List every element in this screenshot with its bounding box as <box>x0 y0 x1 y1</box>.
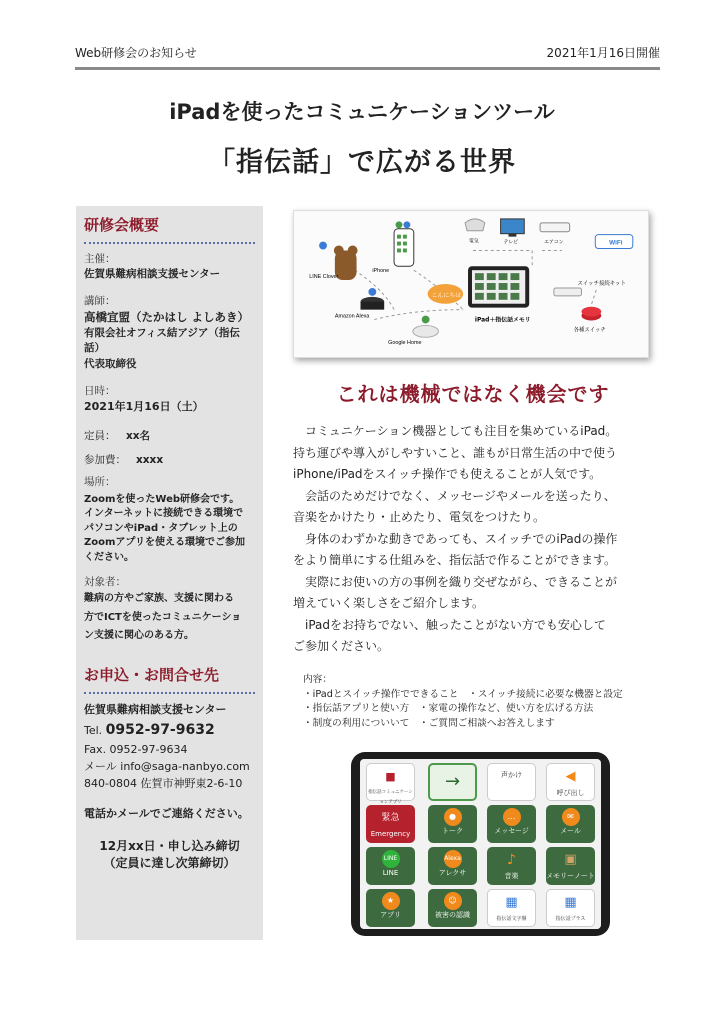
arrow-tile[interactable] <box>428 763 477 801</box>
contents-label: 内容： <box>303 674 333 685</box>
contents-line: ・iPadとスイッチ操作でできること ・スイッチ接続に必要な機器と設定 <box>303 688 623 700</box>
contact-heading: お申込・お問合せ先 <box>84 656 255 694</box>
main-heading: これは機械ではなく機会です <box>336 382 610 406</box>
diagram-label: 電気 <box>469 238 479 245</box>
header-date: 2021年1月16日開催 <box>546 46 660 60</box>
talk-tile[interactable] <box>428 805 477 843</box>
paragraph-line: iPadをお持ちでない、触ったことがない方でも安心して <box>293 617 606 632</box>
paragraph-line: コミュニケーション機器としても注目を集めているiPad。 <box>293 424 618 438</box>
lecturer-name: 高橋宜盟（たかはし よしあき） <box>84 310 250 325</box>
app-logo-icon: ▦ <box>505 895 518 910</box>
contact-tel <box>84 720 255 740</box>
capacity-value: xx名 <box>126 429 151 442</box>
deadline: 12月xx日・申し込み締切 <box>99 838 240 853</box>
paragraph-line: 音楽をかけたり・止めたり、電気をつけたり。 <box>293 510 546 524</box>
tile-label: 指伝話文字盤 <box>496 916 527 922</box>
target-line: 方でICTを使ったコミュニケーショ <box>84 611 242 623</box>
contents-line: ・指伝話アプリと使い方 ・家電の操作など、使い方を広げる方法 <box>303 703 594 714</box>
emergency-icon: 緊急 <box>381 813 400 823</box>
call-tile[interactable] <box>546 763 595 801</box>
person-icon: ☺ <box>444 892 462 910</box>
alexa-tile[interactable] <box>428 847 477 885</box>
deadline-note: （定員に達し次第締切） <box>103 856 236 871</box>
paragraph-line: 増えていく楽しさをご紹介します。 <box>293 596 485 610</box>
contents-line: ・制度の利用についいて ・ご質問ご相談へお答えします <box>303 717 555 729</box>
awareness-tile[interactable] <box>428 889 477 927</box>
tile-label: 呼び出し <box>556 789 585 797</box>
fee-value: xxxx <box>136 454 164 467</box>
app-logo-icon: ▦ <box>564 895 577 910</box>
tile-label: アレクサ <box>438 869 467 877</box>
place-line: Zoomを使ったWeb研修会です。 <box>84 493 240 505</box>
tile-label: 指伝話コミュニケーションアプリ <box>368 790 413 805</box>
tile-label: 音楽 <box>504 872 519 880</box>
google-home-icon <box>413 316 439 338</box>
diagram-label: Google Home <box>388 340 422 347</box>
contact-fax: Fax. 0952-97-9634 <box>84 742 188 756</box>
organizer: 佐賀県難病相談支援センター <box>84 267 221 280</box>
app-logo-tile[interactable] <box>366 763 415 805</box>
place-description <box>84 493 255 566</box>
place-label: 場所： <box>84 476 116 489</box>
tile-label: メール <box>560 827 581 835</box>
paragraph-line: 実際にお使いの方の事例を織り交ぜながら、できることが <box>293 574 618 589</box>
paragraph-line: iPhone/iPadをスイッチ操作でも使えることが人気です。 <box>293 467 602 481</box>
contact-mail[interactable]: メール info@saga-nanbyo.com <box>84 759 250 773</box>
organizer-label: 主催： <box>84 252 116 265</box>
header-bar <box>75 40 660 70</box>
lecturer-org-2: 代表取締役 <box>84 357 137 370</box>
tile-label: メモリーノート <box>546 872 595 880</box>
target-line: 難病の方やご家族、支援に関わる <box>84 593 234 605</box>
arrow-right-icon: → <box>444 771 461 792</box>
main-paragraph <box>293 421 653 658</box>
device-diagram <box>293 210 649 358</box>
music-note-icon: ♪ <box>507 852 516 868</box>
ipad-screenshot <box>351 752 610 936</box>
diagram-label: LINE Clover <box>309 274 339 281</box>
star-icon: ★ <box>382 892 400 910</box>
speech-icon: ● <box>444 808 462 826</box>
ipad-screen <box>360 759 601 929</box>
switch-button-icon <box>581 307 601 321</box>
letter-board-tile[interactable] <box>487 889 536 927</box>
target-label: 対象者： <box>84 576 126 589</box>
lecturer-org-1: 有限会社オフィス結アジア（指伝話） <box>84 327 240 355</box>
speech-bubble-text: こんにちは <box>431 292 462 299</box>
paragraph-line: 持ち運びや導入がしやすいこと、誰もが日常生活の中で使う <box>293 445 618 460</box>
fee-label: 参加費： <box>84 454 126 467</box>
sidebar <box>76 206 263 940</box>
diagram-label: iPad＋指伝話メモリ <box>474 317 531 324</box>
memory-note-tile[interactable] <box>546 847 595 885</box>
place-line: ください。 <box>84 551 134 563</box>
diagram-label: 各種スイッチ <box>573 327 606 334</box>
tile-label: Emergency <box>370 830 411 838</box>
tile-label: トーク <box>442 827 463 835</box>
line-icon: LINE <box>382 850 400 868</box>
aircon-icon <box>540 223 570 232</box>
diagram-label: Amazon Alexa <box>334 313 370 320</box>
contact-org: 佐賀県難病相談支援センター <box>84 702 227 716</box>
capacity-label: 定員： <box>84 429 116 442</box>
device-diagram-svg <box>294 211 648 357</box>
contact-address: 840-0804 佐賀市神野東2-6-10 <box>84 776 243 790</box>
iphone-icon <box>394 221 414 266</box>
megaphone-icon: ◀ <box>565 769 576 784</box>
overview-heading: 研修会概要 <box>84 206 255 244</box>
place-line: インターネットに接続できる環境で <box>84 508 244 520</box>
target-line: ン支援に関心のある方。 <box>84 630 194 642</box>
line-tile[interactable] <box>366 847 415 885</box>
app-logo-icon: ■ <box>385 770 396 783</box>
message-icon: … <box>503 808 521 826</box>
ipad-device-icon <box>468 266 529 307</box>
music-tile[interactable] <box>487 847 536 885</box>
diagram-label: エアコン <box>544 239 564 246</box>
diagram-label: テレビ <box>503 239 519 246</box>
emergency-tile[interactable] <box>366 805 415 843</box>
tile-label: アプリ <box>380 911 401 919</box>
contact-note: 電話かメールでご連絡ください。 <box>84 806 249 820</box>
tel-number[interactable]: 0952-97-9632 <box>105 722 215 739</box>
paragraph-line: ご参加ください。 <box>293 639 390 653</box>
fee-row <box>84 453 255 468</box>
message-tile[interactable] <box>487 805 536 843</box>
place-line: パソコンやiPad・タブレット上の <box>84 522 238 534</box>
diagram-label: iPhone <box>372 268 390 275</box>
paragraph-line: 会話のためだけでなく、メッセージやメールを送ったり、 <box>293 488 616 503</box>
title-line-2: 「指伝話」で広がる世界 <box>208 147 516 178</box>
capacity-row <box>84 429 255 444</box>
diagram-label: スイッチ接続キット <box>577 280 626 287</box>
place-line: Zoomアプリを使える環境でご参加 <box>84 537 246 549</box>
title-line-1: iPadを使ったコミュニケーションツール <box>169 100 555 124</box>
switch-kit-icon <box>554 288 582 296</box>
wifi-label: WiFi <box>609 239 623 247</box>
lecturer-label: 講師： <box>84 295 116 308</box>
mail-tile[interactable] <box>546 805 595 843</box>
tile-label: LINE <box>382 869 399 877</box>
light-icon <box>465 219 485 231</box>
date-label: 日時： <box>84 384 116 397</box>
target-description <box>84 590 255 646</box>
alexa-icon <box>361 288 385 310</box>
tv-icon <box>501 219 525 237</box>
mail-icon: ✉ <box>562 808 580 826</box>
tile-label: 被害の認識 <box>435 911 470 919</box>
tile-label: 指伝話プラス <box>555 916 586 922</box>
plus-app-tile[interactable] <box>546 889 595 927</box>
tile-label: 声かけ <box>501 771 522 779</box>
header-left-text: Web研修会のお知らせ <box>75 46 197 60</box>
paragraph-line: 身体のわずかな動きであっても、スイッチでのiPadの操作 <box>293 531 618 546</box>
voice-call-tile[interactable] <box>487 763 536 801</box>
contents-list <box>303 673 663 731</box>
paragraph-line: をより簡単にする仕組みを、指伝話で作ることができます。 <box>293 553 617 567</box>
event-date: 2021年1月16日（土） <box>84 399 204 413</box>
photo-icon: ▣ <box>564 852 577 867</box>
apps-tile[interactable] <box>366 889 415 927</box>
tile-label: メッセージ <box>494 827 529 835</box>
alexa-app-icon: Alexa <box>444 850 462 868</box>
tel-label: Tel. <box>84 724 103 738</box>
